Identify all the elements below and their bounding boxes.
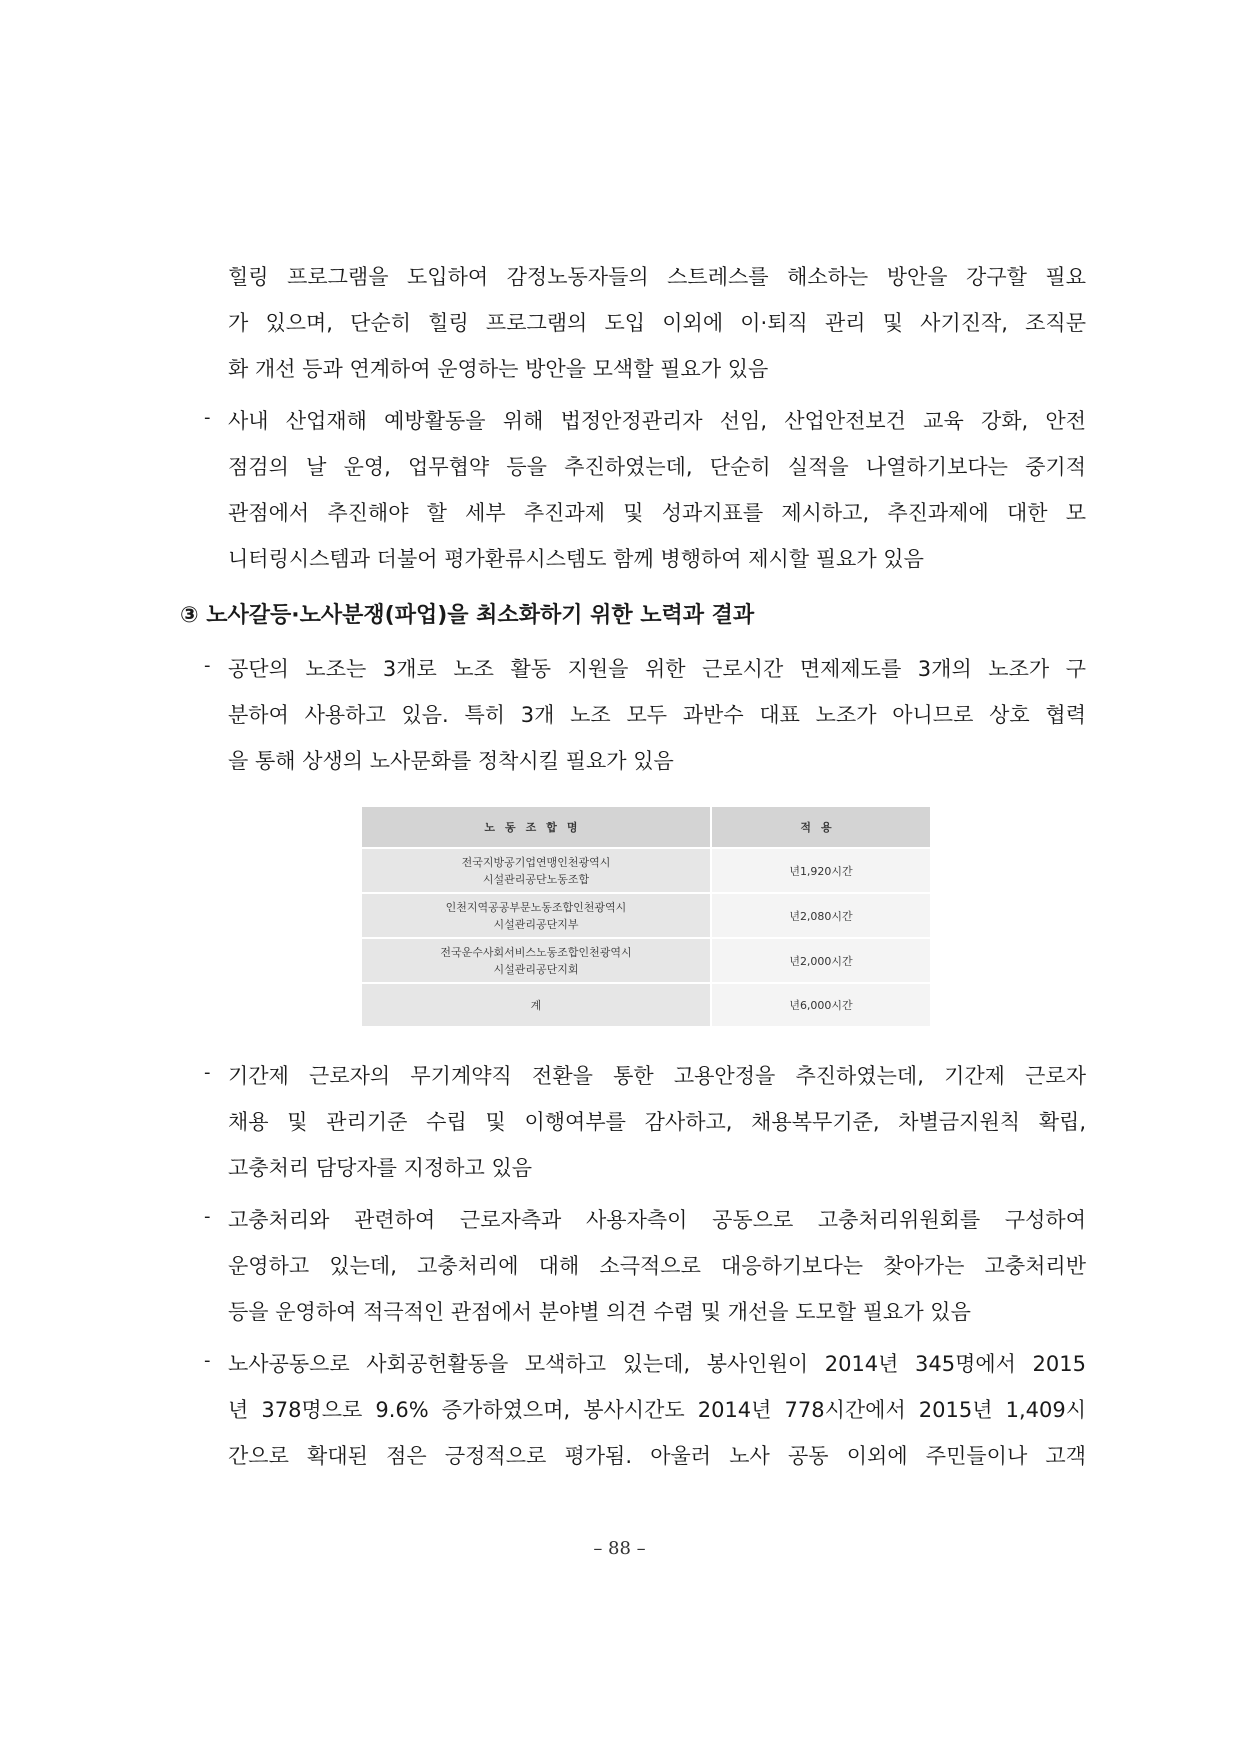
text-line: 운영하고 있는데, 고충처리에 대해 소극적으로 대응하기보다는 찾아가는 고충처리반	[228, 1254, 1086, 1278]
text-line: 화 개선 등과 연계하여 운영하는 방안을 모색할 필요가 있음	[228, 357, 769, 381]
total-label-cell: 계	[361, 983, 711, 1027]
text-line: 년 378명으로 9.6% 증가하였으며, 봉사시간도 2014년 778시간에서 2015년 1,409시	[228, 1398, 1086, 1422]
union-time-off-table	[360, 805, 932, 1028]
table-row	[361, 848, 931, 893]
text-line: 노사공동으로 사회공헌활동을 모색하고 있는데, 봉사인원이 2014년 345명에서 2015	[228, 1352, 1086, 1376]
text-line: 고충처리와 관련하여 근로자측과 사용자측이 공동으로 고충처리위원회를 구성하여	[228, 1208, 1086, 1232]
text-line: 점검의 날 운영, 업무협약 등을 추진하였는데, 단순히 실적을 나열하기보다는 중기적	[228, 455, 1086, 479]
applied-hours-cell: 년1,920시간	[711, 848, 931, 893]
bullet-paragraph	[204, 1053, 1086, 1191]
table-header-union-name: 노동조합명	[361, 806, 711, 848]
section-heading: ③ 노사갈등·노사분쟁(파업)을 최소화하기 위한 노력과 결과	[180, 603, 755, 628]
bullet-dash: -	[204, 407, 211, 428]
text-line: 관점에서 추진해야 할 세부 추진과제 및 성과지표를 제시하고, 추진과제에 대한 모	[228, 501, 1086, 525]
text-line: 기간제 근로자의 무기계약직 전환을 통한 고용안정을 추진하였는데, 기간제 근로자	[228, 1064, 1086, 1088]
bullet-dash: -	[204, 1350, 211, 1371]
table-row	[361, 893, 931, 938]
text-line: 힐링 프로그램을 도입하여 감정노동자들의 스트레스를 해소하는 방안을 강구할 필요	[228, 265, 1086, 289]
table-header-row	[361, 806, 931, 848]
text-line: 사내 산업재해 예방활동을 위해 법정안정관리자 선임, 산업안전보건 교육 강화, 안전	[228, 409, 1086, 433]
page-number: – 88 –	[593, 1538, 646, 1559]
bullet-paragraph	[204, 1197, 1086, 1335]
applied-hours-cell: 년2,000시간	[711, 938, 931, 983]
union-name-cell: 전국지방공기업연맹인천광역시 시설관리공단노동조합	[361, 848, 711, 893]
bullet-dash: -	[204, 1062, 211, 1083]
table-total-row	[361, 983, 931, 1027]
bullet-dash: -	[204, 1206, 211, 1227]
text-line: 가 있으며, 단순히 힐링 프로그램의 도입 이외에 이·퇴직 관리 및 사기진작, 조직문	[228, 311, 1086, 335]
text-line: 간으로 확대된 점은 긍정적으로 평가됨. 아울러 노사 공동 이외에 주민들이나 고객	[228, 1444, 1086, 1468]
text-line: 채용 및 관리기준 수립 및 이행여부를 감사하고, 채용복무기준, 차별금지원칙 확립,	[228, 1110, 1086, 1134]
text-line: 니터링시스템과 더불어 평가환류시스템도 함께 병행하여 제시할 필요가 있음	[228, 547, 924, 571]
text-line: 등을 운영하여 적극적인 관점에서 분야별 의견 수렴 및 개선을 도모할 필요가 있음	[228, 1300, 971, 1324]
applied-hours-cell: 년2,080시간	[711, 893, 931, 938]
text-line: 고충처리 담당자를 지정하고 있음	[228, 1156, 533, 1180]
text-line: 공단의 노조는 3개로 노조 활동 지원을 위한 근로시간 면제제도를 3개의 노조가 구	[228, 657, 1086, 681]
bullet-dash: -	[204, 655, 211, 676]
total-hours-cell: 년6,000시간	[711, 983, 931, 1027]
bullet-paragraph	[204, 398, 1086, 582]
bullet-paragraph	[204, 1341, 1086, 1479]
union-name-cell: 전국운수사회서비스노동조합인천광역시 시설관리공단지회	[361, 938, 711, 983]
text-line: 을 통해 상생의 노사문화를 정착시킬 필요가 있음	[228, 749, 674, 773]
bullet-paragraph	[204, 646, 1086, 784]
union-name-cell: 인천지역공공부문노동조합인천광역시 시설관리공단지부	[361, 893, 711, 938]
table-header-applied: 적용	[711, 806, 931, 848]
intro-paragraph	[228, 254, 1086, 392]
table-row	[361, 938, 931, 983]
text-line: 분하여 사용하고 있음. 특히 3개 노조 모두 과반수 대표 노조가 아니므로 상호 협력	[228, 703, 1086, 727]
